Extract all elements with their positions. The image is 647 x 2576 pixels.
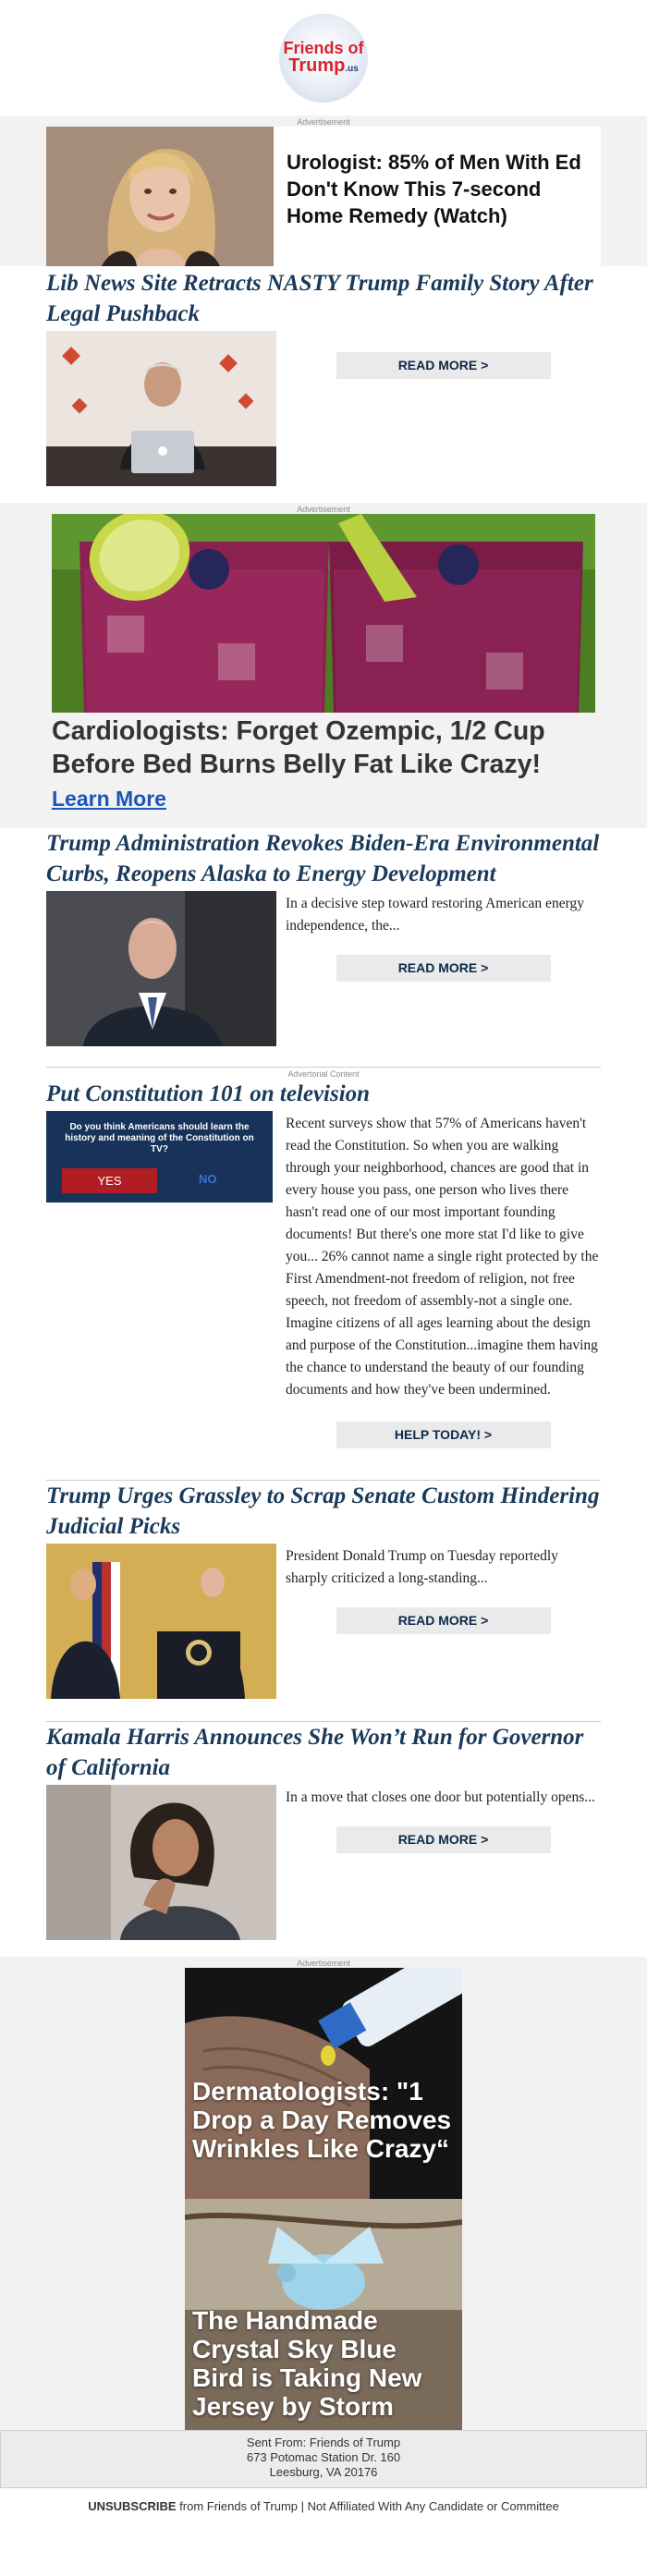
constitution-right xyxy=(276,1111,601,1448)
learn-more-link[interactable]: Learn More xyxy=(52,787,166,811)
article-excerpt: In a decisive step toward restoring American energy independence, the... xyxy=(286,896,584,934)
poll-wrapper xyxy=(46,1111,276,1448)
article-excerpt: President Donald Trump on Tuesday reportedly sharply criticized a long-standing... xyxy=(286,1548,558,1586)
ad2-image[interactable] xyxy=(52,514,595,713)
article-row xyxy=(46,1785,601,1940)
unsubscribe-link[interactable]: UNSUBSCRIBE xyxy=(88,2499,177,2513)
sent-from: Sent From: Friends of Trump xyxy=(246,2436,401,2449)
address-line1: 673 Potomac Station Dr. 160 xyxy=(246,2450,401,2464)
unsubscribe-rest: from Friends of Trump | Not Affiliated With Any Candidate or Committee xyxy=(176,2499,559,2513)
constitution-title[interactable]: Put Constitution 101 on television xyxy=(46,1081,371,1106)
article-4 xyxy=(0,1722,647,1940)
read-more-button[interactable]: READ MORE > xyxy=(336,1826,551,1853)
read-more-button[interactable]: READ MORE > xyxy=(336,955,551,982)
footer-address xyxy=(0,2430,647,2488)
ad-label: Advertisement xyxy=(297,117,350,127)
ad1-headline[interactable]: Urologist: 85% of Men With Ed Don't Know This 7-second Home Remedy (Watch) xyxy=(287,151,581,227)
article1-image[interactable] xyxy=(46,331,276,486)
article-row xyxy=(46,331,601,486)
poll-yes-button[interactable]: YES xyxy=(62,1168,157,1193)
article-2 xyxy=(0,828,647,1046)
constitution-body: Recent surveys show that 57% of Americans haven't read the Constitution. So when you are walking through your neighborhood, chances are good that in every house you pass, one person who lives there hasn't read one of our most important founding documents! But there's one more stat I'd like to give you... 26% cannot name a single right protected by the First Amendment-not freedom of religion, not free speech, not freedom of assembly-not a single one. Imagine citizens of all ages learning about the design and purpose of the Constitution...imagine them having the chance to understand the beauty of our founding documents and how they've been undermined. xyxy=(286,1116,599,1398)
address-line2: Leesburg, VA 20176 xyxy=(269,2465,378,2479)
article-title[interactable]: Lib News Site Retracts NASTY Trump Family Story After Legal Pushback xyxy=(46,271,593,326)
ad-banner-2 xyxy=(0,503,647,828)
article-title[interactable]: Trump Administration Revokes Biden-Era Environmental Curbs, Reopens Alaska to Energy Development xyxy=(46,831,600,886)
ad1-card[interactable] xyxy=(46,127,601,266)
article2-image[interactable] xyxy=(46,891,276,1046)
help-today-button[interactable]: HELP TODAY! > xyxy=(336,1422,551,1448)
ad-label: Advertisement xyxy=(297,1959,350,1968)
article-right xyxy=(276,331,601,486)
logo-suffix: .us xyxy=(345,64,359,74)
ad2-card[interactable] xyxy=(52,514,595,812)
logo-line2 xyxy=(288,56,359,76)
ad-banner-3 xyxy=(0,1957,647,2430)
logo-name: Trump xyxy=(288,55,346,76)
poll-no-button[interactable]: NO xyxy=(199,1172,217,1186)
article-row xyxy=(46,1544,601,1699)
white-house-podium-photo xyxy=(46,1544,276,1699)
advertorial-label: Advertorial Content xyxy=(287,1069,360,1079)
article-1 xyxy=(0,266,647,486)
ad2-headline[interactable]: Cardiologists: Forget Ozempic, 1/2 Cup Before Bed Burns Belly Fat Like Crazy! xyxy=(52,716,545,779)
ad1-image[interactable] xyxy=(46,127,274,266)
friends-of-trump-logo[interactable] xyxy=(280,15,367,102)
article-excerpt: In a move that closes one door but potentially opens... xyxy=(286,1789,595,1805)
article-3 xyxy=(0,1481,647,1699)
speaker-laptop-photo xyxy=(46,331,276,486)
constitution-poll[interactable] xyxy=(46,1111,273,1203)
poll-question: Do you think Americans should learn the history and meaning of the Constitution on TV? xyxy=(65,1122,254,1154)
article-title[interactable]: Trump Urges Grassley to Scrap Senate Custom Hindering Judicial Picks xyxy=(46,1483,600,1539)
read-more-button[interactable]: READ MORE > xyxy=(336,1607,551,1634)
berry-drinks-photo xyxy=(52,514,595,713)
article-right xyxy=(276,1544,601,1699)
unsubscribe-bar xyxy=(0,2488,647,2537)
article-title[interactable]: Kamala Harris Announces She Won’t Run for Governor of California xyxy=(46,1725,584,1780)
article-right xyxy=(276,891,601,1046)
man-in-suit-photo xyxy=(46,891,276,1046)
article4-image[interactable] xyxy=(46,1785,276,1940)
article3-image[interactable] xyxy=(46,1544,276,1699)
ad3-card-2[interactable] xyxy=(185,2199,462,2430)
constitution-row xyxy=(46,1111,601,1448)
woman-thinking-photo xyxy=(46,1785,276,1940)
header xyxy=(0,0,647,116)
ad-label: Advertisement xyxy=(297,505,350,514)
read-more-button[interactable]: READ MORE > xyxy=(336,352,551,379)
constitution-section xyxy=(0,1079,647,1448)
woman-portrait-icon xyxy=(46,127,274,266)
ad-banner-1 xyxy=(0,116,647,266)
article-right xyxy=(276,1785,601,1940)
article-row xyxy=(46,891,601,1046)
ad3-card-1[interactable] xyxy=(185,1968,462,2199)
ad3-caption-2[interactable]: The Handmade Crystal Sky Blue Bird is Taking New Jersey by Storm xyxy=(192,2306,422,2421)
ad3-caption-1[interactable]: Dermatologists: "1 Drop a Day Removes Wrinkles Like Crazy“ xyxy=(192,2077,452,2163)
logo-line1: Friends of xyxy=(283,39,364,57)
